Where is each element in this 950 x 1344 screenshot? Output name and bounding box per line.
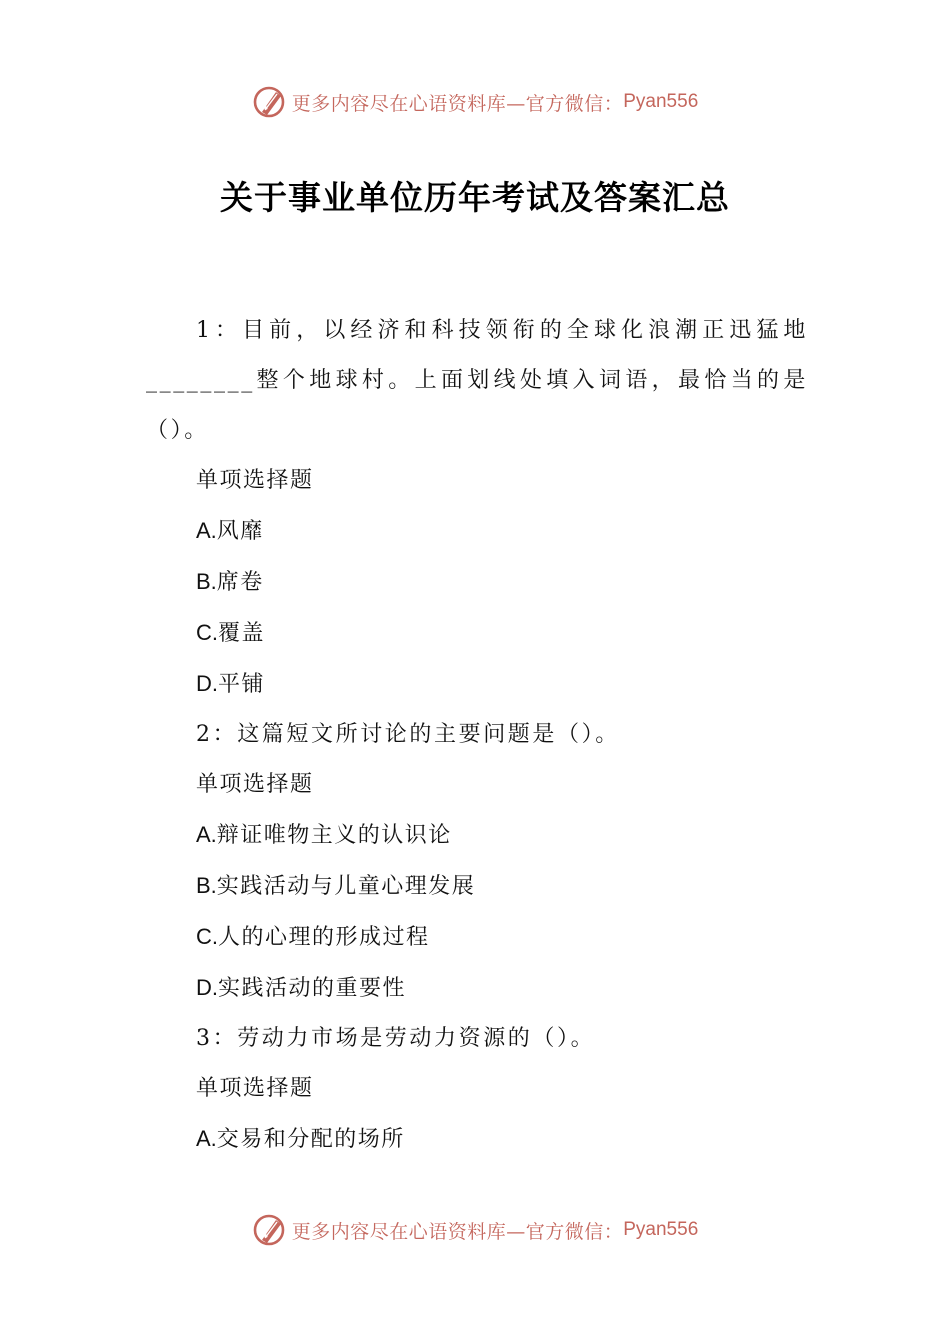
pen-logo-icon bbox=[252, 1212, 288, 1248]
option-letter: B. bbox=[196, 569, 217, 594]
question-stem: 2：这篇短文所讨论的主要问题是（）。 bbox=[196, 722, 620, 747]
option-text: 席卷 bbox=[216, 570, 264, 595]
option-text: 实践活动的重要性 bbox=[218, 976, 407, 1001]
option-b bbox=[146, 557, 808, 608]
option-b bbox=[146, 861, 808, 912]
option-text: 平铺 bbox=[218, 672, 266, 697]
option-a bbox=[146, 506, 808, 557]
question-type: 单项选择题 bbox=[196, 772, 314, 797]
question-3 bbox=[146, 1014, 808, 1165]
option-letter: A. bbox=[196, 822, 217, 847]
question-type: 单项选择题 bbox=[196, 1076, 314, 1101]
option-letter: B. bbox=[196, 873, 217, 898]
question-list bbox=[146, 306, 808, 1165]
banner-text: 更多内容尽在心语资料库—官方微信： bbox=[291, 92, 624, 115]
option-text: 人的心理的形成过程 bbox=[218, 925, 430, 950]
question-type: 单项选择题 bbox=[196, 468, 314, 493]
option-c bbox=[146, 608, 808, 659]
option-letter: D. bbox=[196, 671, 218, 696]
banner-contact: Pyan556 bbox=[623, 1219, 699, 1240]
question-stem: 3：劳动力市场是劳动力资源的（）。 bbox=[196, 1026, 596, 1051]
option-letter: C. bbox=[196, 924, 218, 949]
option-letter: A. bbox=[196, 1126, 217, 1151]
option-d bbox=[146, 963, 808, 1014]
option-letter: A. bbox=[196, 518, 217, 543]
banner-text: 更多内容尽在心语资料库—官方微信： bbox=[291, 1220, 624, 1243]
option-text: 风靡 bbox=[216, 519, 264, 544]
option-text: 覆盖 bbox=[218, 621, 266, 646]
option-c bbox=[146, 912, 808, 963]
pen-logo-icon bbox=[252, 84, 288, 120]
option-letter: D. bbox=[196, 975, 218, 1000]
option-d bbox=[146, 659, 808, 710]
option-letter: C. bbox=[196, 620, 218, 645]
option-text: 交易和分配的场所 bbox=[216, 1127, 405, 1152]
option-text: 实践活动与儿童心理发展 bbox=[216, 874, 476, 899]
page-title: 关于事业单位历年考试及答案汇总 bbox=[220, 178, 730, 217]
option-text: 辩证唯物主义的认识论 bbox=[216, 823, 452, 848]
footer-banner bbox=[0, 1210, 950, 1250]
option-a bbox=[146, 1114, 808, 1165]
option-a bbox=[146, 810, 808, 861]
banner-contact: Pyan556 bbox=[623, 91, 699, 112]
question-stem: 1：目前，以经济和科技领衔的全球化浪潮正迅猛地________整个地球村。上面划线处填入词语，最恰当的是（）。 bbox=[146, 318, 808, 443]
question-1 bbox=[146, 306, 808, 710]
question-2 bbox=[146, 710, 808, 1014]
header-banner bbox=[0, 82, 950, 122]
